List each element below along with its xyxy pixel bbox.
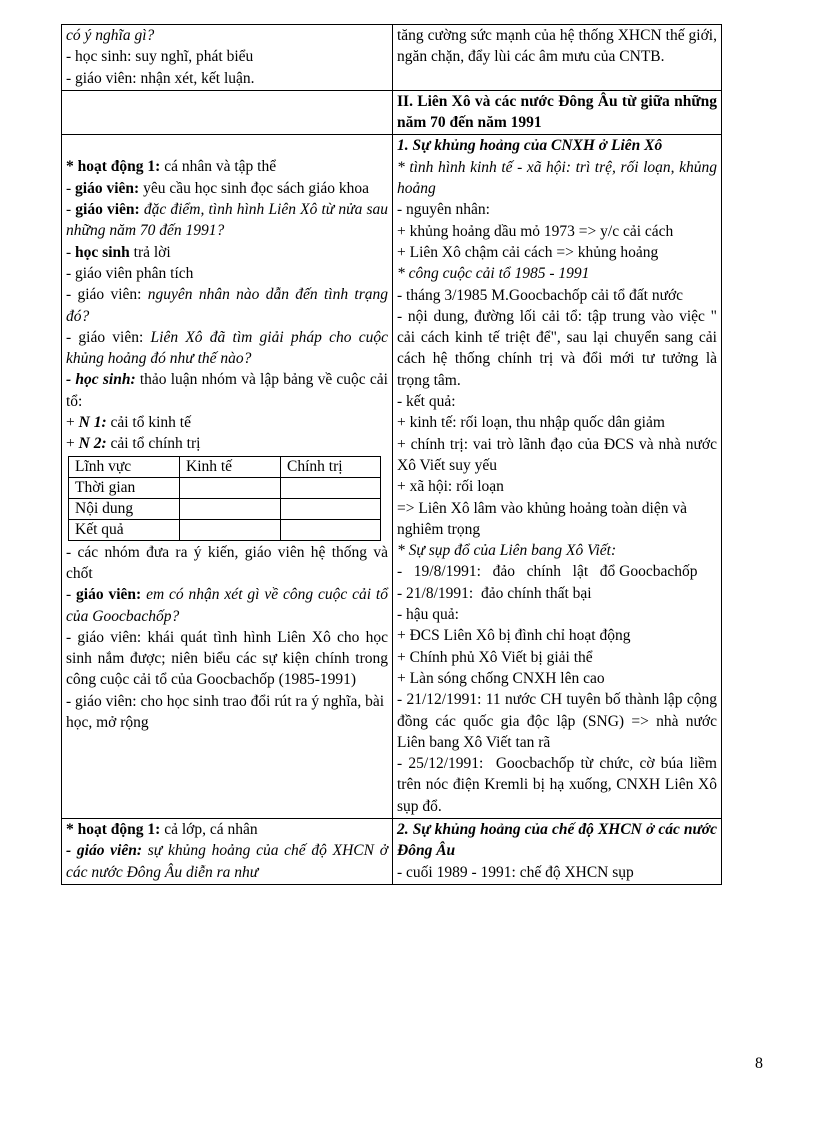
text-paragraph: - giáo viên: yêu cầu học sinh đọc sách giáo khoa — [66, 179, 370, 197]
table-cell — [281, 477, 381, 498]
content-cell — [393, 25, 722, 91]
text-paragraph: + chính trị: vai trò lãnh đạo của ĐCS và nhà nước Xô Viết suy yếu — [397, 435, 717, 474]
text-paragraph: - nội dung, đường lối cải tổ: tập trung vào việc " cải cách kinh tế triệt để", sau lại chuyển sang cải cách hệ thống chính trị và đổi mới tư tưởng là trọng tâm. — [397, 307, 717, 389]
text-paragraph: + kinh tế: rối loạn, thu nhập quốc dân giảm — [397, 414, 665, 432]
activity-cell — [62, 135, 393, 819]
activity-label: * hoạt động 1: — [66, 820, 161, 838]
role-label: - học sinh: — [66, 371, 136, 389]
table-row — [62, 135, 722, 819]
text-span: cải tổ chính trị — [106, 435, 201, 453]
table-cell: Thời gian — [69, 477, 180, 498]
activity-cell — [62, 25, 393, 91]
text-span: cả lớp, cá nhân — [160, 820, 258, 838]
text-paragraph — [66, 369, 388, 412]
section-heading: 1. Sự khủng hoảng của CNXH ở Liên Xô — [397, 137, 663, 155]
text-paragraph: * tình hình kinh tế - xã hội: trì trệ, rối loạn, khủng hoảng — [397, 158, 717, 198]
table-header: Lĩnh vực — [69, 456, 180, 477]
role-label: giáo viên: — [75, 179, 140, 197]
text-paragraph: - kết quả: — [397, 393, 456, 411]
page-number: 8 — [755, 1055, 763, 1072]
table-row — [62, 818, 722, 884]
text-paragraph — [66, 819, 388, 840]
table-row — [62, 90, 722, 135]
role-label: - giáo viên: — [66, 842, 143, 860]
content-cell — [393, 90, 722, 135]
text-paragraph: + ĐCS Liên Xô bị đình chỉ hoạt động — [397, 627, 631, 645]
text-paragraph: => Liên Xô lâm vào khủng hoảng toàn diện và nghiêm trọng — [397, 499, 687, 538]
section-heading: II. Liên Xô và các nước Đông Âu từ giữa những năm 70 đến năm 1991 — [397, 92, 717, 132]
text-line: - giáo viên: nhận xét, kết luận. — [66, 69, 255, 87]
text-span: thảo luận nhóm và lập bảng về cuộc cải tổ: — [66, 371, 388, 410]
table-row — [69, 519, 381, 540]
section-heading: 2. Sự khủng hoảng của chế độ XHCN ở các nước Đông Âu — [397, 820, 717, 860]
text-span: trả lời — [129, 243, 171, 261]
text-paragraph: + N 1: cải tổ kinh tế — [66, 414, 191, 432]
group-label: N 2: — [78, 435, 107, 453]
text-paragraph — [66, 327, 388, 370]
text-paragraph: + Làn sóng chống CNXH lên cao — [397, 669, 605, 687]
group-label: N 1: — [78, 414, 107, 432]
table-cell — [180, 498, 281, 519]
table-cell — [281, 498, 381, 519]
text-span: em có nhận xét gì về công cuộc cải tổ của Goocbachốp? — [66, 586, 388, 625]
text-line: có ý nghĩa gì? — [66, 27, 155, 44]
text-paragraph: * công cuộc cải tổ 1985 - 1991 — [397, 265, 590, 283]
document-page — [61, 24, 721, 885]
activity-label: * hoạt động 1: — [66, 158, 161, 176]
table-header: Chính trị — [281, 456, 381, 477]
text-paragraph: - 25/12/1991: Goocbachốp từ chức, cờ búa liềm trên nóc điện Kremli bị hạ xuống, CNXH Liên Xô sụp đổ. — [397, 755, 721, 815]
role-label: giáo viên: — [75, 201, 140, 219]
table-row — [69, 498, 381, 519]
text-paragraph: - giáo viên: cho học sinh trao đổi rút ra ý nghĩa, bài học, mở rộng — [66, 692, 385, 732]
table-row — [69, 477, 381, 498]
text-paragraph — [66, 156, 388, 177]
text-paragraph: - học sinh trả lời — [66, 243, 171, 261]
text-paragraph: - các nhóm đưa ra ý kiến, giáo viên hệ thống và chốt — [66, 543, 388, 582]
role-label: học sinh — [75, 243, 130, 261]
table-row — [69, 456, 381, 477]
text-span: nguyên nhân nào dẫn đến tình trạng đó? — [66, 286, 388, 325]
text-paragraph: - 21/8/1991: đảo chính thất bại — [397, 584, 592, 602]
text-paragraph: + N 2: cải tổ chính trị — [66, 435, 201, 453]
table-cell — [180, 477, 281, 498]
text-paragraph: - 19/8/1991: đảo chính lật đổ Goocbachốp — [397, 563, 698, 581]
content-cell — [393, 818, 722, 884]
table-cell — [180, 519, 281, 540]
activity-cell — [62, 90, 393, 135]
text-paragraph: - giáo viên: đặc điểm, tình hình Liên Xô từ nửa sau những năm 70 đến 1991? — [66, 201, 388, 240]
text-paragraph: * Sự sụp đổ của Liên bang Xô Viết: — [397, 542, 617, 560]
text-paragraph: - tháng 3/1985 M.Goocbachốp cải tổ đất nước — [397, 286, 684, 304]
table-row — [62, 25, 722, 91]
text-paragraph: - cuối 1989 - 1991: chế độ XHCN sụp — [397, 863, 634, 881]
text-paragraph: tăng cường sức mạnh của hệ thống XHCN thế giới, ngăn chặn, đẩy lùi các âm mưu của CNTB. — [397, 27, 717, 66]
text-paragraph: - giáo viên phân tích — [66, 264, 194, 282]
table-cell: Kết quả — [69, 519, 180, 540]
text-paragraph — [66, 840, 388, 883]
text-span: yêu cầu học sinh đọc sách giáo khoa — [139, 179, 370, 197]
table-cell: Nội dung — [69, 498, 180, 519]
text-paragraph: + Chính phủ Xô Viết bị giải thể — [397, 648, 593, 666]
text-paragraph: - giáo viên: khái quát tình hình Liên Xô cho học sinh nắm được; niên biểu các sự kiện chính trong công cuộc cải tổ của Goocbachốp (1985-1991) — [66, 628, 388, 689]
text-paragraph: - nguyên nhân: — [397, 201, 490, 219]
reform-table — [68, 456, 381, 541]
role-label: - giáo viên: — [66, 286, 148, 304]
text-paragraph: - giáo viên: em có nhận xét gì về công cuộc cải tổ của Goocbachốp? — [66, 586, 388, 625]
text-paragraph — [66, 284, 388, 327]
activity-cell — [62, 818, 393, 884]
text-paragraph: + khủng hoảng dầu mỏ 1973 => y/c cải cách — [397, 222, 674, 240]
text-span: Liên Xô đã tìm giải pháp cho cuộc khủng hoảng đó như thế nào? — [66, 328, 388, 368]
text-span: sự khủng hoảng của chế độ XHCN ở các nước Đông Âu diễn ra như — [66, 842, 388, 881]
table-header: Kinh tế — [180, 456, 281, 477]
text-paragraph: - hậu quả: — [397, 606, 459, 624]
text-paragraph: + Liên Xô chậm cải cách => khủng hoảng — [397, 243, 659, 261]
role-label: - giáo viên: — [66, 328, 151, 346]
lesson-table — [61, 24, 722, 885]
text-line: - học sinh: suy nghĩ, phát biểu — [66, 48, 254, 66]
text-span: đặc điểm, tình hình Liên Xô từ nửa sau những năm 70 đến 1991? — [66, 201, 388, 240]
text-span: cải tổ kinh tế — [106, 414, 191, 432]
content-cell — [393, 135, 722, 819]
text-paragraph: - 21/12/1991: 11 nước CH tuyên bố thành lập cộng đồng các quốc gia độc lập (SNG) => nhà nước Liên bang Xô Viết tan rã — [397, 691, 717, 751]
role-label: giáo viên: — [76, 586, 142, 604]
text-paragraph: + xã hội: rối loạn — [397, 478, 504, 496]
table-cell — [281, 519, 381, 540]
text-span: cá nhân và tập thể — [160, 158, 277, 176]
